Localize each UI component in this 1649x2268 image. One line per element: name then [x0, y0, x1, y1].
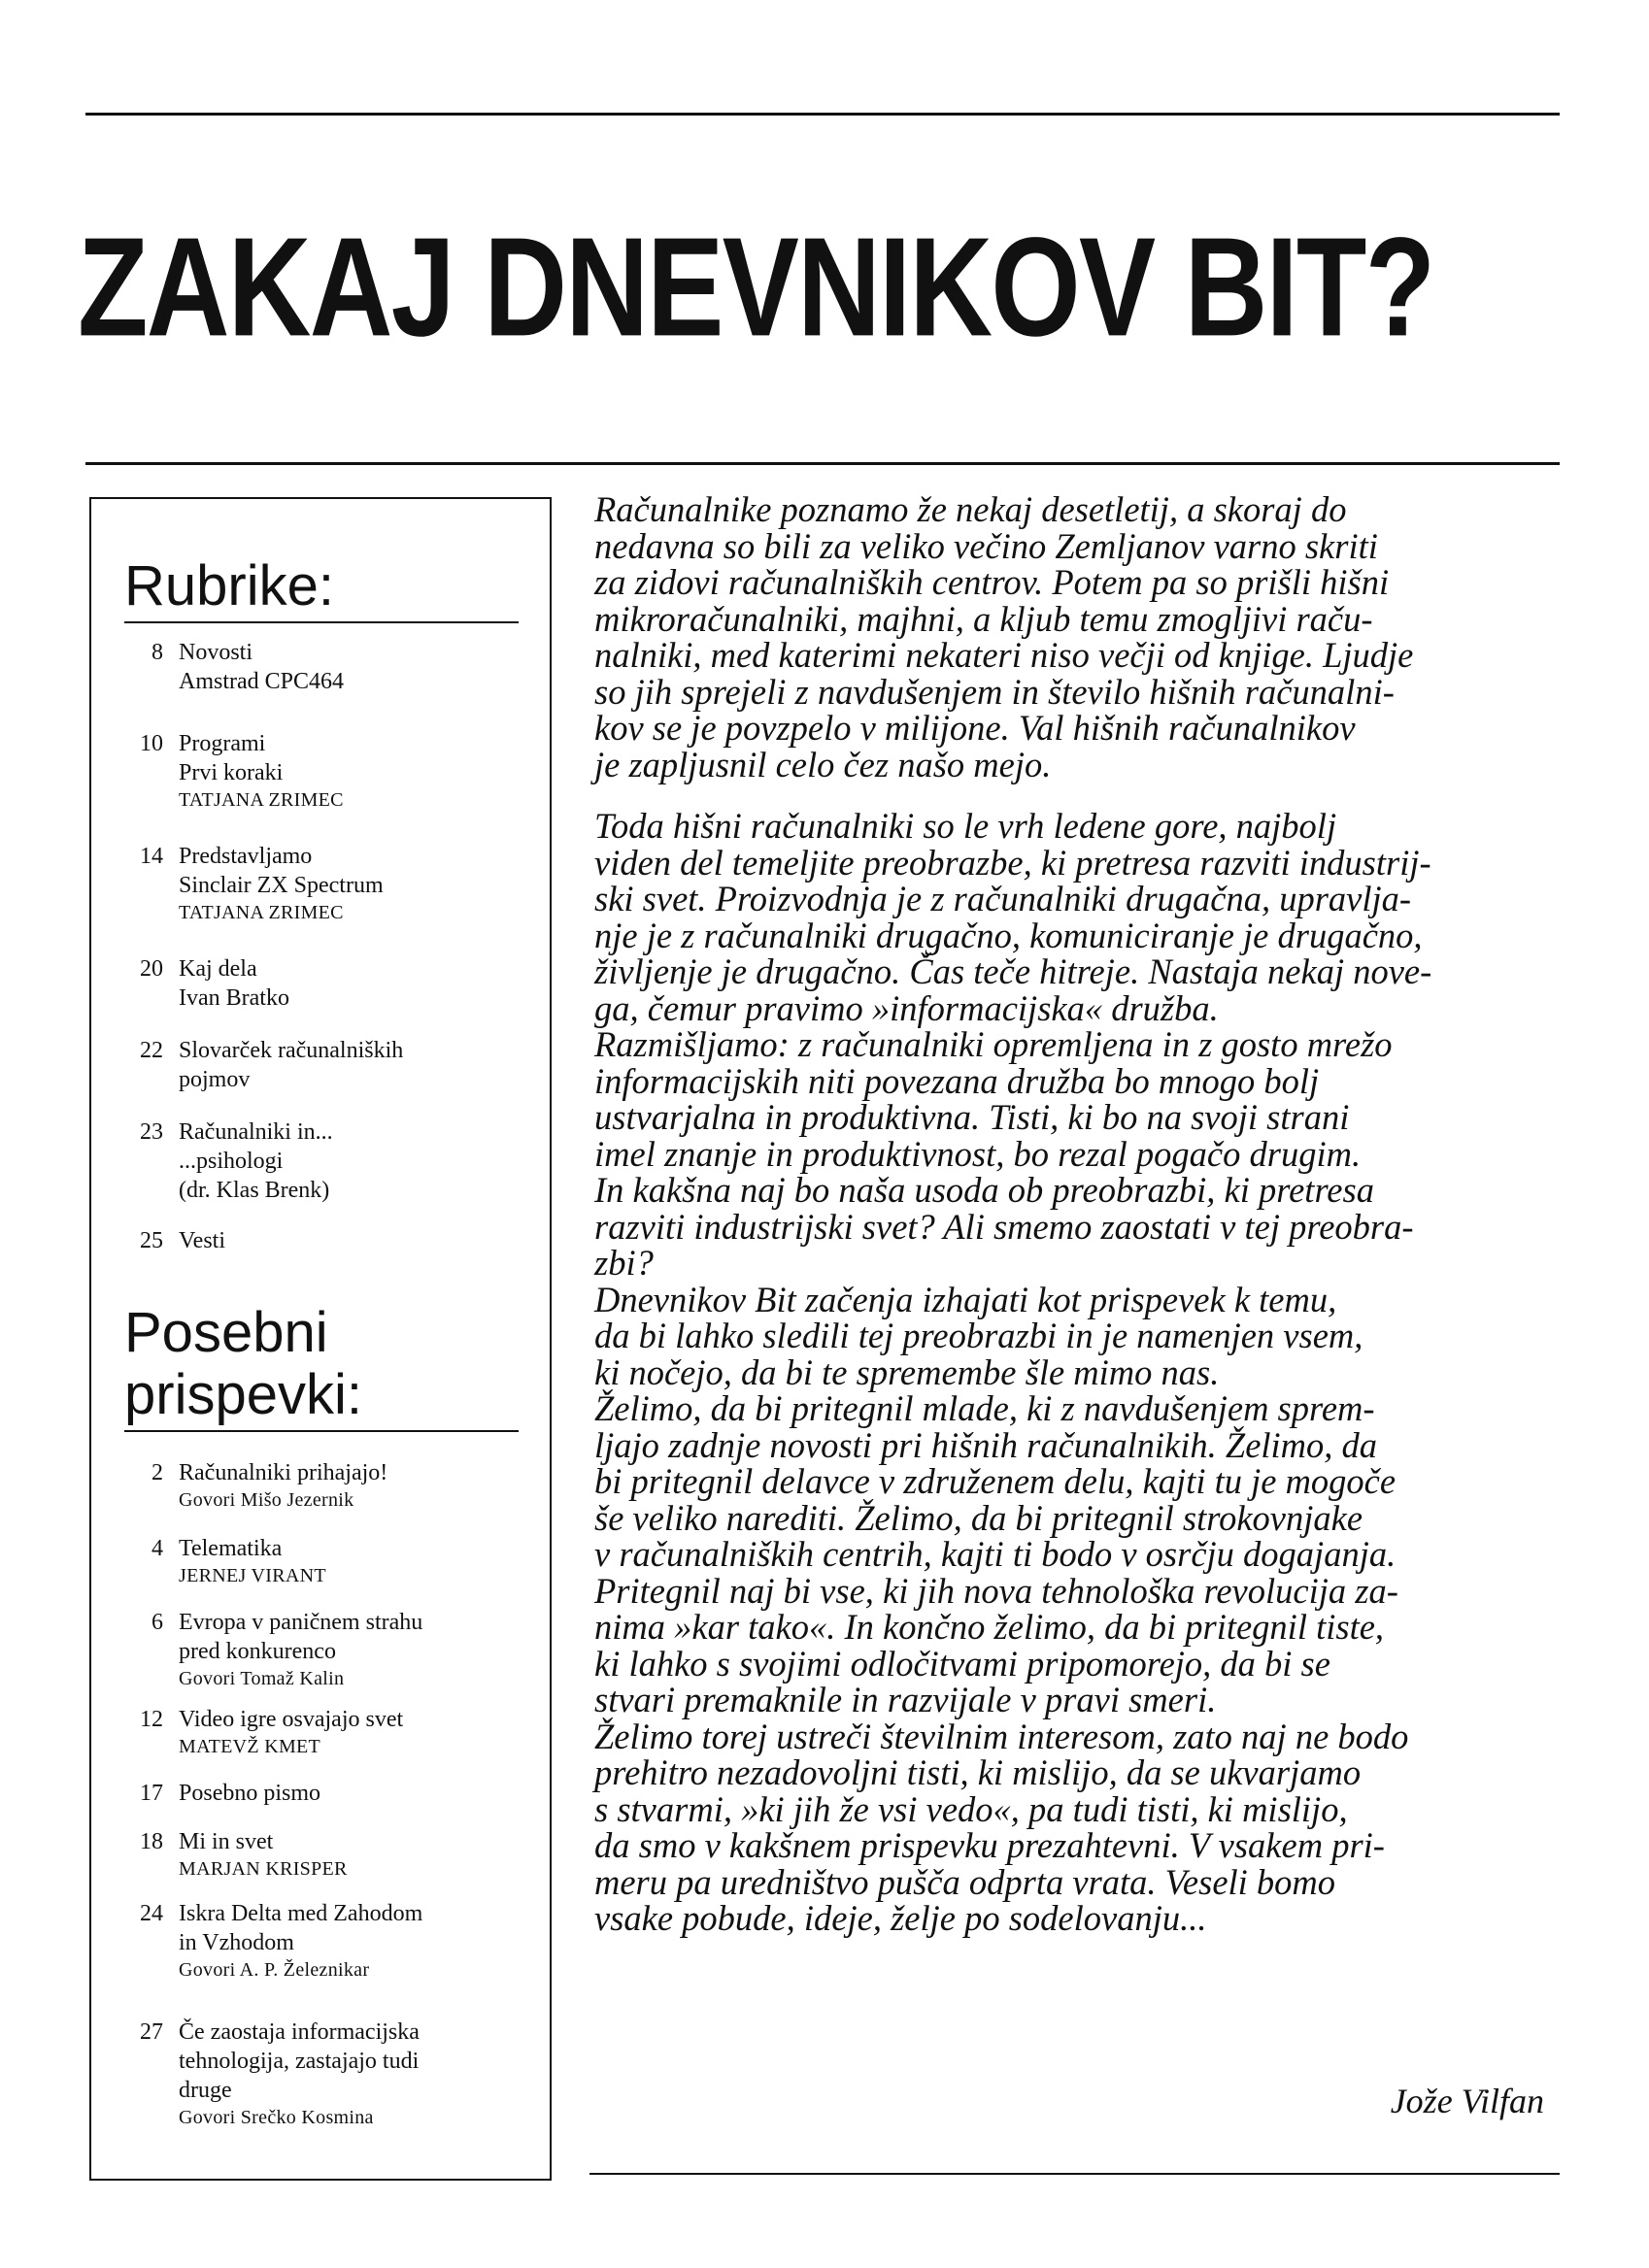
toc-entry-title: Iskra Delta med Zahodom in Vzhodom: [179, 1901, 423, 1955]
toc-entry-title: Če zaostaja informacijska tehnologija, zastajajo tudi druge: [179, 2019, 420, 2103]
toc-entry-text: [179, 842, 538, 925]
toc-entry-author: Govori Srečko Kosmina: [179, 2107, 374, 2128]
toc-entry-title: Telematika: [179, 1536, 283, 1561]
toc-page-number: 20: [140, 956, 163, 982]
toc-entry-text: [179, 1036, 538, 1094]
toc-entry-text: [179, 638, 538, 696]
editorial-article: [594, 491, 1565, 1937]
posebni-prispevki-heading: Posebni prispevki:: [124, 1302, 519, 1432]
toc-page-number: 6: [151, 1610, 163, 1635]
article-paragraph: Toda hišni računalniki so le vrh ledene gore, najbolj viden del temeljite preobrazbe, ki pretresa razviti industrij- ski svet. Proizvodnja je z računalniki drugačna, upravlja- nje je z računalniki drugačno, komuniciranje je drugačno, življenje je drugačno. Čas teče hitreje. Nastaja nekaj nove- ga, čemur pravimo »informacijska« družba. Razmišljamo: z računalniki opremljena in z gosto mrežo informacijskih niti povezana družba bo mnogo bolj ustvarjalna in produktivna. Tisti, ki bo na svoji strani imel znanje in produktivnost, bo rezal pogačo drugim. In kakšna naj bo naša usoda ob preobrazbi, ki pretresa razviti industrijski svet? Ali smemo zaostati v tej preobra- zbi? Dnevnikov Bit začenja izhajati kot prispevek k temu, da bi lahko sledili tej preobrazbi in je namenjen vsem, ki nočejo, da bi te spremembe šle mimo nas. Želimo, da bi pritegnil mlade, ki z navdušenjem sprem- ljajo zadnje novosti pri hišnih računalnikih. Želimo, da bi pritegnil delavce v združenem delu, kajti tu je mogoče še veliko narediti. Želimo, da bi pritegnil strokovnjake v računalniških centrih, kajti ti bodo v osrčju dogajanja. Pritegnil naj bi vse, ki jih nova tehnološka revolucija za- nima »kar tako«. In končno želimo, da bi pritegnil tiste, ki lahko s svojimi odločitvami pripomorejo, da bi se stvari premaknile in razvijale v pravi smeri. Želimo torej ustreči številnim interesom, zato naj ne bodo prehitro nezadovoljni tisti, ki mislijo, da se ukvarjamo s stvarmi, »ki jih že vsi vedo«, pa tudi tisti, ki mislijo, da smo v kakšnem prispevku prezahtevni. V vsakem pri- meru pa uredništvo pušča odprta vrata. Veseli bomo vsake pobude, ideje, želje po sodelovanju...: [594, 806, 1432, 1938]
toc-entry-text: [179, 1705, 538, 1759]
toc-page-number: 22: [140, 1038, 163, 1063]
toc-entry-text: [179, 1779, 538, 1808]
toc-entry-author: Govori A. P. Železnikar: [179, 1959, 370, 1981]
toc-entry-text: [179, 1117, 538, 1205]
toc-entry-author: TATJANA ZRIMEC: [179, 789, 344, 811]
toc-entry-title: Video igre osvajajo svet: [179, 1707, 404, 1732]
headline-underline-rule: [85, 462, 1560, 465]
toc-entry-title: Računalniki prihajajo!: [179, 1460, 388, 1485]
toc-entry-text: [179, 1534, 538, 1588]
toc-entry-text: [179, 1899, 538, 1983]
toc-entry-title: Mi in svet: [179, 1829, 274, 1854]
toc-entry-author: JERNEJ VIRANT: [179, 1565, 326, 1586]
toc-page-number: 18: [140, 1829, 163, 1854]
toc-page-number: 23: [140, 1119, 163, 1145]
toc-entry-title: Kaj dela Ivan Bratko: [179, 956, 289, 1011]
toc-entry-text: [179, 1608, 538, 1691]
toc-entry-title: Predstavljamo Sinclair ZX Spectrum: [179, 844, 384, 898]
toc-page-number: 25: [140, 1228, 163, 1253]
toc-entry-text: [179, 1827, 538, 1882]
rubrike-heading: Rubrike:: [124, 555, 519, 623]
toc-entry-author: Govori Tomaž Kalin: [179, 1668, 345, 1689]
author-signature: Jože Vilfan: [1390, 2082, 1544, 2120]
toc-entry-title: Računalniki in... ...psihologi (dr. Klas Brenk): [179, 1119, 333, 1203]
toc-entry-title: Novosti Amstrad CPC464: [179, 640, 345, 694]
toc-entry-author: MATEVŽ KMET: [179, 1736, 321, 1757]
top-rule: [85, 113, 1560, 116]
toc-page-number: 27: [140, 2019, 163, 2045]
toc-page-number: 8: [151, 640, 163, 665]
toc-entry-author: Govori Mišo Jezernik: [179, 1489, 354, 1511]
toc-page-number: 10: [140, 731, 163, 756]
toc-page-number: 14: [140, 844, 163, 869]
toc-entry-text: [179, 954, 538, 1013]
toc-entry-author: TATJANA ZRIMEC: [179, 902, 344, 923]
toc-entry-text: [179, 2018, 538, 2130]
toc-page-number: 4: [151, 1536, 163, 1561]
page-headline: ZAKAJ DNEVNIKOV BIT?: [78, 209, 1434, 366]
toc-page-number: 24: [140, 1901, 163, 1926]
toc-entry-title: Programi Prvi koraki: [179, 731, 284, 785]
toc-page-number: 2: [151, 1460, 163, 1485]
toc-entry-text: [179, 1458, 538, 1513]
article-paragraph: Računalnike poznamo že nekaj desetletij, a skoraj do nedavna so bili za veliko večino Zemljanov varno skriti za zidovi računalniških centrov. Potem pa so prišli hišni mikroračunalniki, majhni, a kljub temu zmogljivi raču- nalniki, med katerimi nekateri niso večji od knjige. Ljudje so jih sprejeli z navdušenjem in število hišnih računalni- kov se je povzpelo v milijone. Val hišnih računalnikov je zapljusnil celo čez našo mejo.: [594, 489, 1414, 784]
table-of-contents-box: [89, 497, 552, 2181]
bottom-rule: [589, 2173, 1560, 2175]
toc-entry-title: Slovarček računalniških pojmov: [179, 1038, 404, 1092]
toc-entry-title: Vesti: [179, 1228, 225, 1253]
toc-entry-author: MARJAN KRISPER: [179, 1858, 348, 1880]
toc-page-number: 17: [140, 1781, 163, 1806]
toc-entry-title: Posebno pismo: [179, 1781, 321, 1806]
toc-entry-text: [179, 1226, 538, 1255]
toc-entry-text: [179, 729, 538, 813]
toc-entry-title: Evropa v paničnem strahu pred konkurenco: [179, 1610, 423, 1664]
toc-page-number: 12: [140, 1707, 163, 1732]
